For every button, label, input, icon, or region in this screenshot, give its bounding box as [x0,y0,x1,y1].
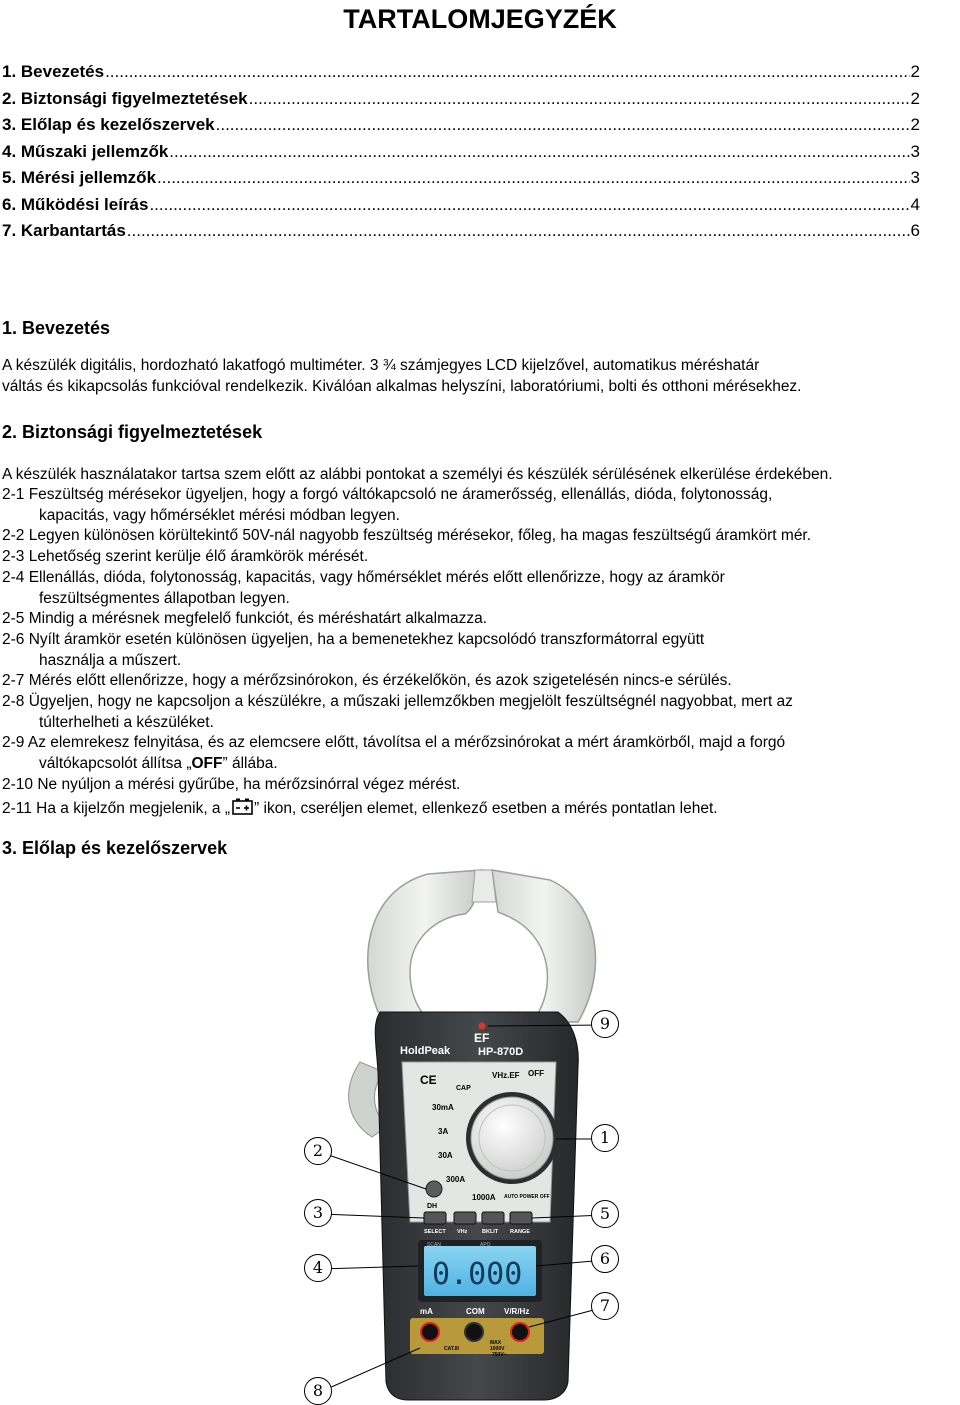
max-ac-label: 750V~ [492,1352,507,1358]
toc-leader [249,89,910,109]
introduction-paragraph [2,355,952,397]
list-item-text: 2-5 Mindig a mérésnek megfelelő funkciót, és méréshatárt alkalmazza. [2,610,488,628]
toc-entry-label: 1. Bevezetés [2,62,105,81]
list-item-continuation [2,754,952,775]
callout-2: 2 [304,1137,332,1165]
list-item-text: 2-10 Ne nyúljon a mérési gyűrűbe, ha mérőzsinórral végez mérést. [2,775,461,793]
list-item-text: 2-9 Az elemrekesz felnyitása, és az elemcsere előtt, távolítsa el a mérőzsinórokat a mért áramkörből, majd a forgó [2,734,786,752]
callout-3: 3 [304,1199,332,1227]
safety-list [2,485,952,819]
text-run: ” ikon, cseréljen elemet, ellenkező esetben a mérés pontatlan lehet. [254,799,718,817]
toc-entry-page: 2 [910,88,920,108]
callout-9: 9 [591,1010,619,1038]
callout-8: 8 [304,1377,332,1405]
toc-entry[interactable] [2,115,920,142]
paragraph-line: A készülék digitális, hordozható lakatfogó multiméter. 3 ¾ számjegyes LCD kijelzővel, automatikus méréshatár [2,357,760,374]
toc-entry-label: 2. Biztonsági figyelmeztetések [2,88,248,108]
callout-6: 6 [591,1245,619,1273]
text-run: ” állába. [222,755,278,773]
range-button-label: RANGE [510,1229,530,1235]
dh-button[interactable] [426,1181,442,1197]
v-jack[interactable] [511,1323,529,1341]
toc-entry-page: 2 [910,62,920,81]
toc-entry[interactable] [2,89,920,116]
range-label: 30A [438,1151,453,1160]
toc-entry[interactable] [2,195,920,222]
toc-leader [127,221,910,241]
text-run: 2-11 Ha a kijelzőn megjelenik, a „ [2,799,231,817]
section-heading-safety: 2. Biztonsági figyelmeztetések [2,422,263,442]
vhz-label: VHz.EF [492,1071,520,1080]
v-jack-label: V/R/Hz [504,1307,530,1316]
list-item [2,526,952,547]
backlight-button[interactable] [482,1212,504,1224]
indicator-led [479,1023,486,1030]
list-item [2,547,952,568]
toc-leader [149,195,909,215]
list-item-continuation: túlterhelheti a készüléket. [39,713,214,731]
right-jaw [492,870,596,1022]
toc-entry-page: 3 [910,141,920,161]
left-jaw [368,870,482,1022]
range-label: 1000A [472,1193,496,1202]
max-label: MAX [490,1340,502,1346]
list-item-text: 2-2 Legyen különösen körültekintő 50V-nál nagyobb feszültség mérésekor, főleg, ha magas feszültségű áramkört mér. [2,527,812,545]
list-item [2,692,952,733]
lcd-reading: 0.000 [432,1257,523,1292]
list-item [2,609,952,630]
section-heading-front-panel: 3. Előlap és kezelőszervek [2,838,228,858]
list-item-text: 2-3 Lehetőség szerint kerülje élő áramkörök mérését. [2,548,369,566]
toc-entry-label: 5. Mérési jellemzők [2,168,157,187]
model-prefix: EF [474,1031,490,1045]
list-item-continuation: kapacitás, vagy hőmérséklet mérési módban legyen. [39,506,400,524]
toc-leader [105,62,909,82]
apo-label: APO [480,1242,491,1248]
table-of-contents [2,62,920,248]
toc-leader [216,115,910,135]
list-item-continuation: használja a műszert. [39,651,182,669]
toc-entry[interactable] [2,168,920,195]
cap-label: CAP [456,1085,471,1092]
max-dc-label: 1000V [490,1346,505,1352]
rotary-switch[interactable] [466,1092,558,1184]
auto-power-off-label: AUTO POWER OFF [504,1194,550,1200]
vhz-button-label: VHz [457,1229,468,1235]
off-label: OFF [191,755,223,773]
list-item-text: 2-7 Mérés előtt ellenőrizze, hogy a mérőzsinórokon, és érzékelőkön, és azok szigetelésén nincs-e sérülés. [2,672,732,690]
callout-1: 1 [591,1124,619,1152]
toc-entry-page: 4 [910,194,920,214]
ce-mark: CE [420,1073,437,1087]
callout-4: 4 [304,1254,332,1282]
scan-label: SCAN [427,1242,441,1248]
model-label: HP-870D [478,1046,524,1058]
list-item [2,630,952,671]
com-jack-label: COM [466,1307,485,1316]
list-item-text: 2-6 Nyílt áramkör esetén különösen ügyeljen, ha a bemenetekhez kapcsolódó transzformátorral együtt [2,630,705,648]
battery-icon [230,798,254,816]
select-label: SELECT [424,1229,446,1235]
toc-entry-label: 3. Előlap és kezelőszervek [2,115,215,134]
toc-entry[interactable] [2,221,920,248]
range-label: 300A [446,1175,466,1184]
list-item-continuation: feszültségmentes állapotban legyen. [39,589,290,607]
range-label: 3A [438,1127,449,1136]
page-title: TARTALOMJEGYZÉK [343,4,617,34]
jaw-tip [472,870,496,902]
list-item-text: 2-8 Ügyeljen, hogy ne kapcsoljon a készülékre, a műszaki jellemzőkben megjelölt feszültségnél nagyobbat, mert az [2,693,793,711]
section-heading-introduction: 1. Bevezetés [2,318,111,338]
brand-label: HoldPeak [400,1045,451,1057]
cat-label: CAT.III [444,1346,459,1352]
list-item [2,798,952,820]
list-item [2,671,952,692]
backlight-label: BKLIT [482,1229,499,1235]
com-jack[interactable] [465,1323,483,1341]
list-item [2,775,952,796]
toc-leader [157,168,910,188]
list-item [2,485,952,526]
off-position-label: OFF [528,1069,544,1078]
dh-label: DH [427,1203,438,1210]
toc-entry-page: 3 [910,168,920,187]
paragraph-line: váltás és kikapcsolás funkcióval rendelkezik. Kiválóan alkalmas helyszíni, laboratóriumi, bolti és otthoni mérésekhez. [2,378,802,395]
select-button[interactable] [424,1212,446,1224]
safety-intro: A készülék használatakor tartsa szem előtt az alábbi pontokat a személyi és készülék sérülésének elkerülése érdekében. [2,466,833,483]
callout-5: 5 [591,1200,619,1228]
toc-entry-label: 6. Működési leírás [2,194,149,214]
toc-entry-label: 7. Karbantartás [2,221,126,240]
ma-jack-label: mA [420,1307,433,1316]
toc-entry[interactable] [2,142,920,169]
toc-entry-label: 4. Műszaki jellemzők [2,141,169,161]
toc-leader [169,142,909,162]
text-run: váltókapcsolót állítsa „ [39,755,192,773]
ma-jack[interactable] [421,1323,439,1341]
toc-entry-page: 2 [910,115,920,134]
range-label: 30mA [432,1103,454,1112]
range-button[interactable] [510,1212,532,1224]
callout-7: 7 [591,1292,619,1320]
list-item-text: 2-4 Ellenállás, dióda, folytonosság, kapacitás, vagy hőmérséklet mérés előtt ellenőrizze, hogy az áramkör [2,568,725,586]
list-item [2,568,952,609]
toc-entry-page: 6 [910,221,920,240]
list-item-text: 2-1 Feszültség mérésekor ügyeljen, hogy a forgó váltókapcsoló ne áramerősség, ellenállás, dióda, folytonosság, [2,486,773,503]
toc-entry[interactable] [2,62,920,89]
list-item [2,733,952,774]
vhz-button[interactable] [454,1212,476,1224]
